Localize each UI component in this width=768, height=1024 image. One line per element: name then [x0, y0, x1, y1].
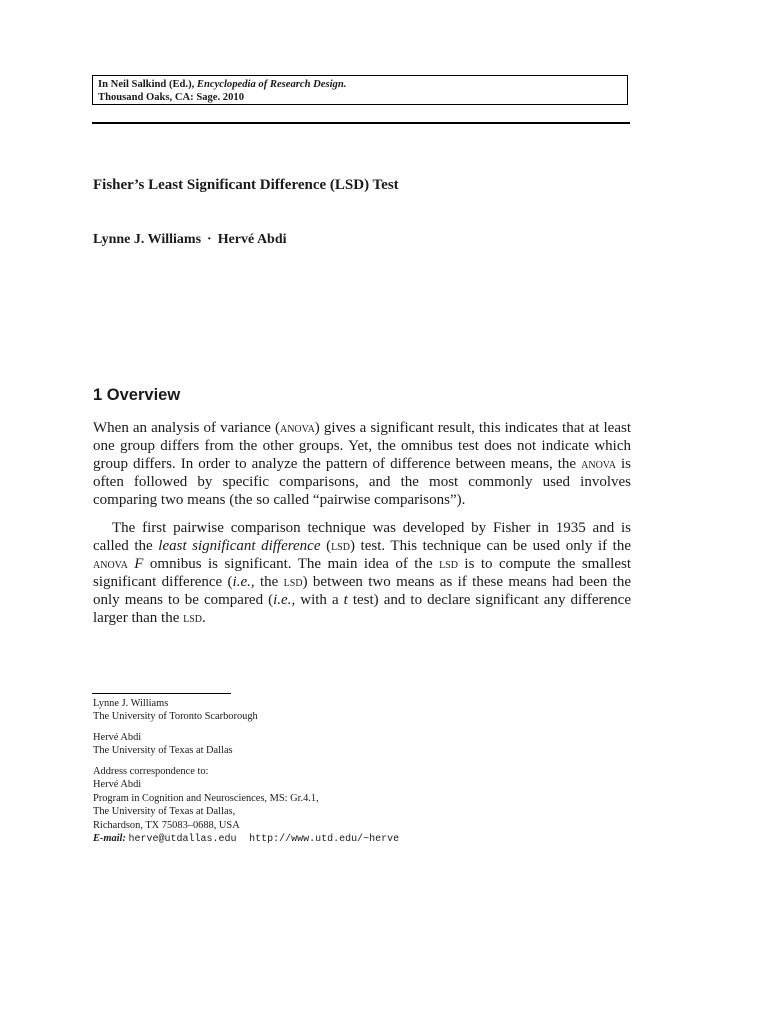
- ie-abbrev: i.e.,: [273, 592, 296, 608]
- email-address[interactable]: herve@utdallas.edu: [128, 834, 237, 846]
- acronym-lsd: lsd: [283, 574, 303, 590]
- acronym-anova: anova: [93, 556, 128, 572]
- text-run: test) and to declare significant any difference larger than the: [93, 592, 631, 626]
- symbol-t: t: [343, 592, 348, 608]
- text-run: omnibus is significant. The main idea of the: [143, 556, 440, 572]
- author-separator: ·: [207, 232, 212, 247]
- footnote-correspondence: [93, 765, 399, 846]
- text-run: (: [320, 538, 332, 554]
- acronym-lsd: lsd: [331, 538, 350, 554]
- correspondence-line: Richardson, TX 75083–0688, USA: [93, 819, 240, 831]
- paragraph-overview-1: [93, 419, 631, 509]
- section-heading: [93, 386, 180, 405]
- footnote-affiliation: The University of Toronto Scarborough: [93, 711, 258, 723]
- paper-title: Fisher’s Least Significant Difference (LSD) Test: [93, 177, 399, 193]
- text-run: ) between two means as if these means had been the only means to be compared (: [93, 574, 632, 608]
- citation-line-1: [98, 78, 623, 91]
- section-title: Overview: [106, 386, 181, 404]
- footnote-author-2: [93, 731, 233, 758]
- acronym-lsd: lsd: [183, 610, 203, 626]
- section-number: 1: [93, 386, 103, 404]
- text-run: is to compute the smallest significant difference (: [93, 556, 632, 590]
- footnote-rule: [92, 693, 231, 694]
- footnote-affiliation: The University of Texas at Dallas: [93, 745, 233, 757]
- symbol-f: F: [134, 556, 144, 572]
- correspondence-name: Hervé Abdi: [93, 779, 142, 791]
- term-lsd: least significant difference: [158, 538, 321, 554]
- citation-line-2: Thousand Oaks, CA: Sage. 2010: [98, 92, 244, 103]
- citation-editor: In Neil Salkind (Ed.),: [98, 79, 195, 90]
- paragraph-overview-2: [93, 519, 631, 627]
- footnote-author-name: Lynne J. Williams: [93, 698, 169, 709]
- acronym-lsd: lsd: [439, 556, 458, 572]
- acronym-anova: anova: [279, 420, 315, 436]
- author-name: Hervé Abdi: [217, 232, 287, 247]
- footnote-author-1: [93, 697, 258, 724]
- ie-abbrev: i.e.,: [232, 574, 255, 590]
- acronym-anova: anova: [581, 456, 616, 472]
- footnote-author-name: Hervé Abdi: [93, 732, 142, 743]
- email-label: E-mail:: [93, 833, 126, 845]
- text-run: the: [254, 574, 284, 590]
- text-run: .: [202, 610, 206, 626]
- contact-line: [93, 832, 399, 846]
- citation-book-title: Encyclopedia of Research Design.: [196, 79, 347, 90]
- text-run: ) gives a significant result, this indicates that at least one group differs from the other groups. Yet, the omnibus test does not indicate which group differs. In order to analyze the pattern of difference between means, the: [93, 420, 631, 472]
- correspondence-line: Program in Cognition and Neurosciences, MS: Gr.4.1,: [93, 792, 319, 804]
- text-run: with a: [295, 592, 344, 608]
- homepage-url[interactable]: http://www.utd.edu/~herve: [249, 834, 400, 846]
- citation-box: [92, 75, 628, 105]
- text-run: When an analysis of variance (: [93, 420, 280, 436]
- text-run: is often followed by specific comparisons, and the most commonly used involves comparing two means (the so called “pairwise comparisons”).: [93, 456, 631, 508]
- text-run: The first pairwise comparison technique was developed by Fisher in 1935 and is called the: [93, 520, 631, 554]
- author-name: Lynne J. Williams: [93, 232, 202, 247]
- header-rule: [92, 122, 630, 124]
- correspondence-heading: Address correspondence to:: [93, 766, 209, 777]
- author-line: [93, 232, 287, 248]
- correspondence-line: The University of Texas at Dallas,: [93, 806, 236, 818]
- text-run: ) test. This technique can be used only if the: [349, 538, 632, 554]
